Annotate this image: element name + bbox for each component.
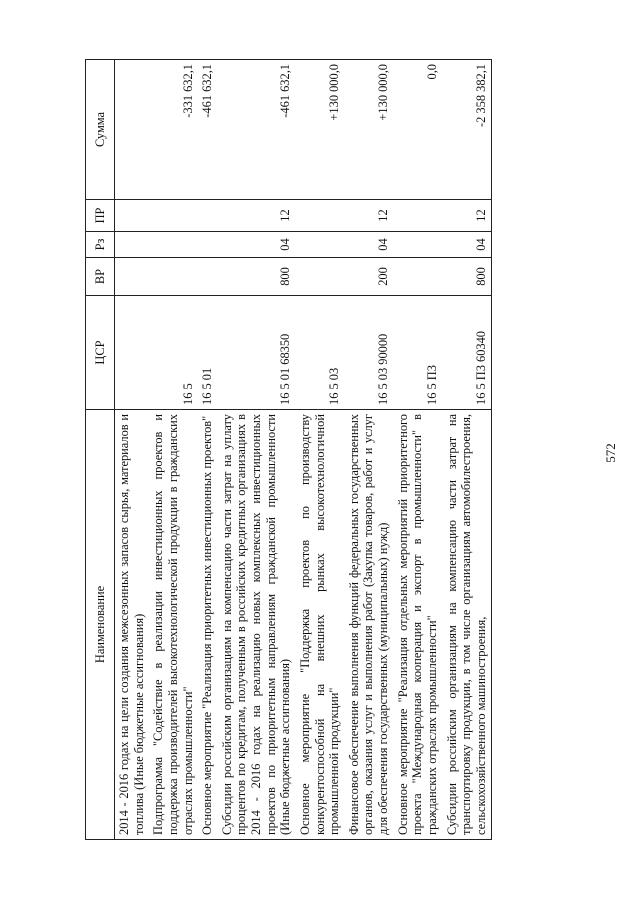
row-name: Подпрограмма "Содействие в реализации инвестиционных проектов и поддержка производителей высокотехнологической продукции в гражданских отраслях промышленности" — [149, 410, 198, 840]
table-row — [443, 60, 492, 840]
row-pr: 12 — [345, 200, 394, 232]
row-rz — [296, 232, 345, 258]
row-rz: 04 — [345, 232, 394, 258]
header-row — [86, 60, 115, 840]
row-csr: 16 5 01 — [198, 296, 218, 410]
row-vr — [198, 258, 218, 296]
header-csr: ЦСР — [86, 296, 115, 410]
table-row — [394, 60, 443, 840]
row-csr: 16 5 03 90000 — [345, 296, 394, 410]
table-row — [218, 60, 296, 840]
row-csr: 16 5 01 68350 — [218, 296, 296, 410]
header-rz: Рз — [86, 232, 115, 258]
row-pr: 12 — [218, 200, 296, 232]
table-row — [115, 60, 150, 840]
header-name: Наименование — [86, 410, 115, 840]
row-sum: -2 358 382,1 — [443, 60, 492, 200]
row-csr: 16 5 П3 — [394, 296, 443, 410]
header-sum: Сумма — [86, 60, 115, 200]
page-number: 572 — [603, 443, 618, 463]
row-rz — [149, 232, 198, 258]
row-rz: 04 — [218, 232, 296, 258]
row-sum: -461 632,1 — [198, 60, 218, 200]
row-sum: 0,0 — [394, 60, 443, 200]
header-pr: ПР — [86, 200, 115, 232]
row-sum — [115, 60, 150, 200]
row-sum: -331 632,1 — [149, 60, 198, 200]
row-sum: +130 000,0 — [296, 60, 345, 200]
row-pr — [394, 200, 443, 232]
row-vr — [149, 258, 198, 296]
row-name: Основное мероприятие "Реализация отдельных мероприятий приоритетного проекта "Международная кооперация и экспорт в промышленности" в гражданских отраслях промышленности" — [394, 410, 443, 840]
table-row — [345, 60, 394, 840]
row-vr — [115, 258, 150, 296]
row-vr: 800 — [443, 258, 492, 296]
row-name: Субсидии российским организациям на компенсацию части затрат на уплату процентов по кредитам, полученным в российских кредитных организациях в 2014 - 2016 годах на реализацию новых комплексных инвестиционных проектов по приоритетным направлениям гражданской промышленности (Иные бюджетные ассигнования) — [218, 410, 296, 840]
table-row — [149, 60, 198, 840]
row-pr — [198, 200, 218, 232]
row-rz: 04 — [443, 232, 492, 258]
row-name: Субсидии российским организациям на компенсацию части затрат на транспортировку продукции, в том числе организациям автомобилестроения, сельскохозяйственного машиностроения, — [443, 410, 492, 840]
row-pr — [149, 200, 198, 232]
row-vr: 200 — [345, 258, 394, 296]
row-sum: -461 632,1 — [218, 60, 296, 200]
row-vr: 800 — [218, 258, 296, 296]
row-rz — [198, 232, 218, 258]
row-rz — [394, 232, 443, 258]
row-csr — [115, 296, 150, 410]
row-csr: 16 5 03 — [296, 296, 345, 410]
row-name: Основное мероприятие "Реализация приоритетных инвестиционных проектов" — [198, 410, 218, 840]
row-pr — [115, 200, 150, 232]
row-vr — [296, 258, 345, 296]
budget-table — [85, 59, 492, 840]
header-vr: ВР — [86, 258, 115, 296]
row-pr — [296, 200, 345, 232]
row-rz — [115, 232, 150, 258]
row-csr: 16 5 — [149, 296, 198, 410]
row-vr — [394, 258, 443, 296]
row-sum: +130 000,0 — [345, 60, 394, 200]
table-row — [296, 60, 345, 840]
row-csr: 16 5 П3 60340 — [443, 296, 492, 410]
row-name: Основное мероприятие "Поддержка проектов по производству конкурентоспособной на внешних рынках высокотехнологичной промышленной продукции" — [296, 410, 345, 840]
row-name: 2014 - 2016 годах на цели создания межсезонных запасов сырья, материалов и топлива (Иные бюджетные ассигнования) — [115, 410, 150, 840]
rotated-table-container — [85, 60, 585, 840]
row-pr: 12 — [443, 200, 492, 232]
row-name: Финансовое обеспечение выполнения функций федеральных государственных органов, оказания услуг и выполнения работ (Закупка товаров, работ и услуг для обеспечения государственных (муниципальных) нужд) — [345, 410, 394, 840]
table-row — [198, 60, 218, 840]
